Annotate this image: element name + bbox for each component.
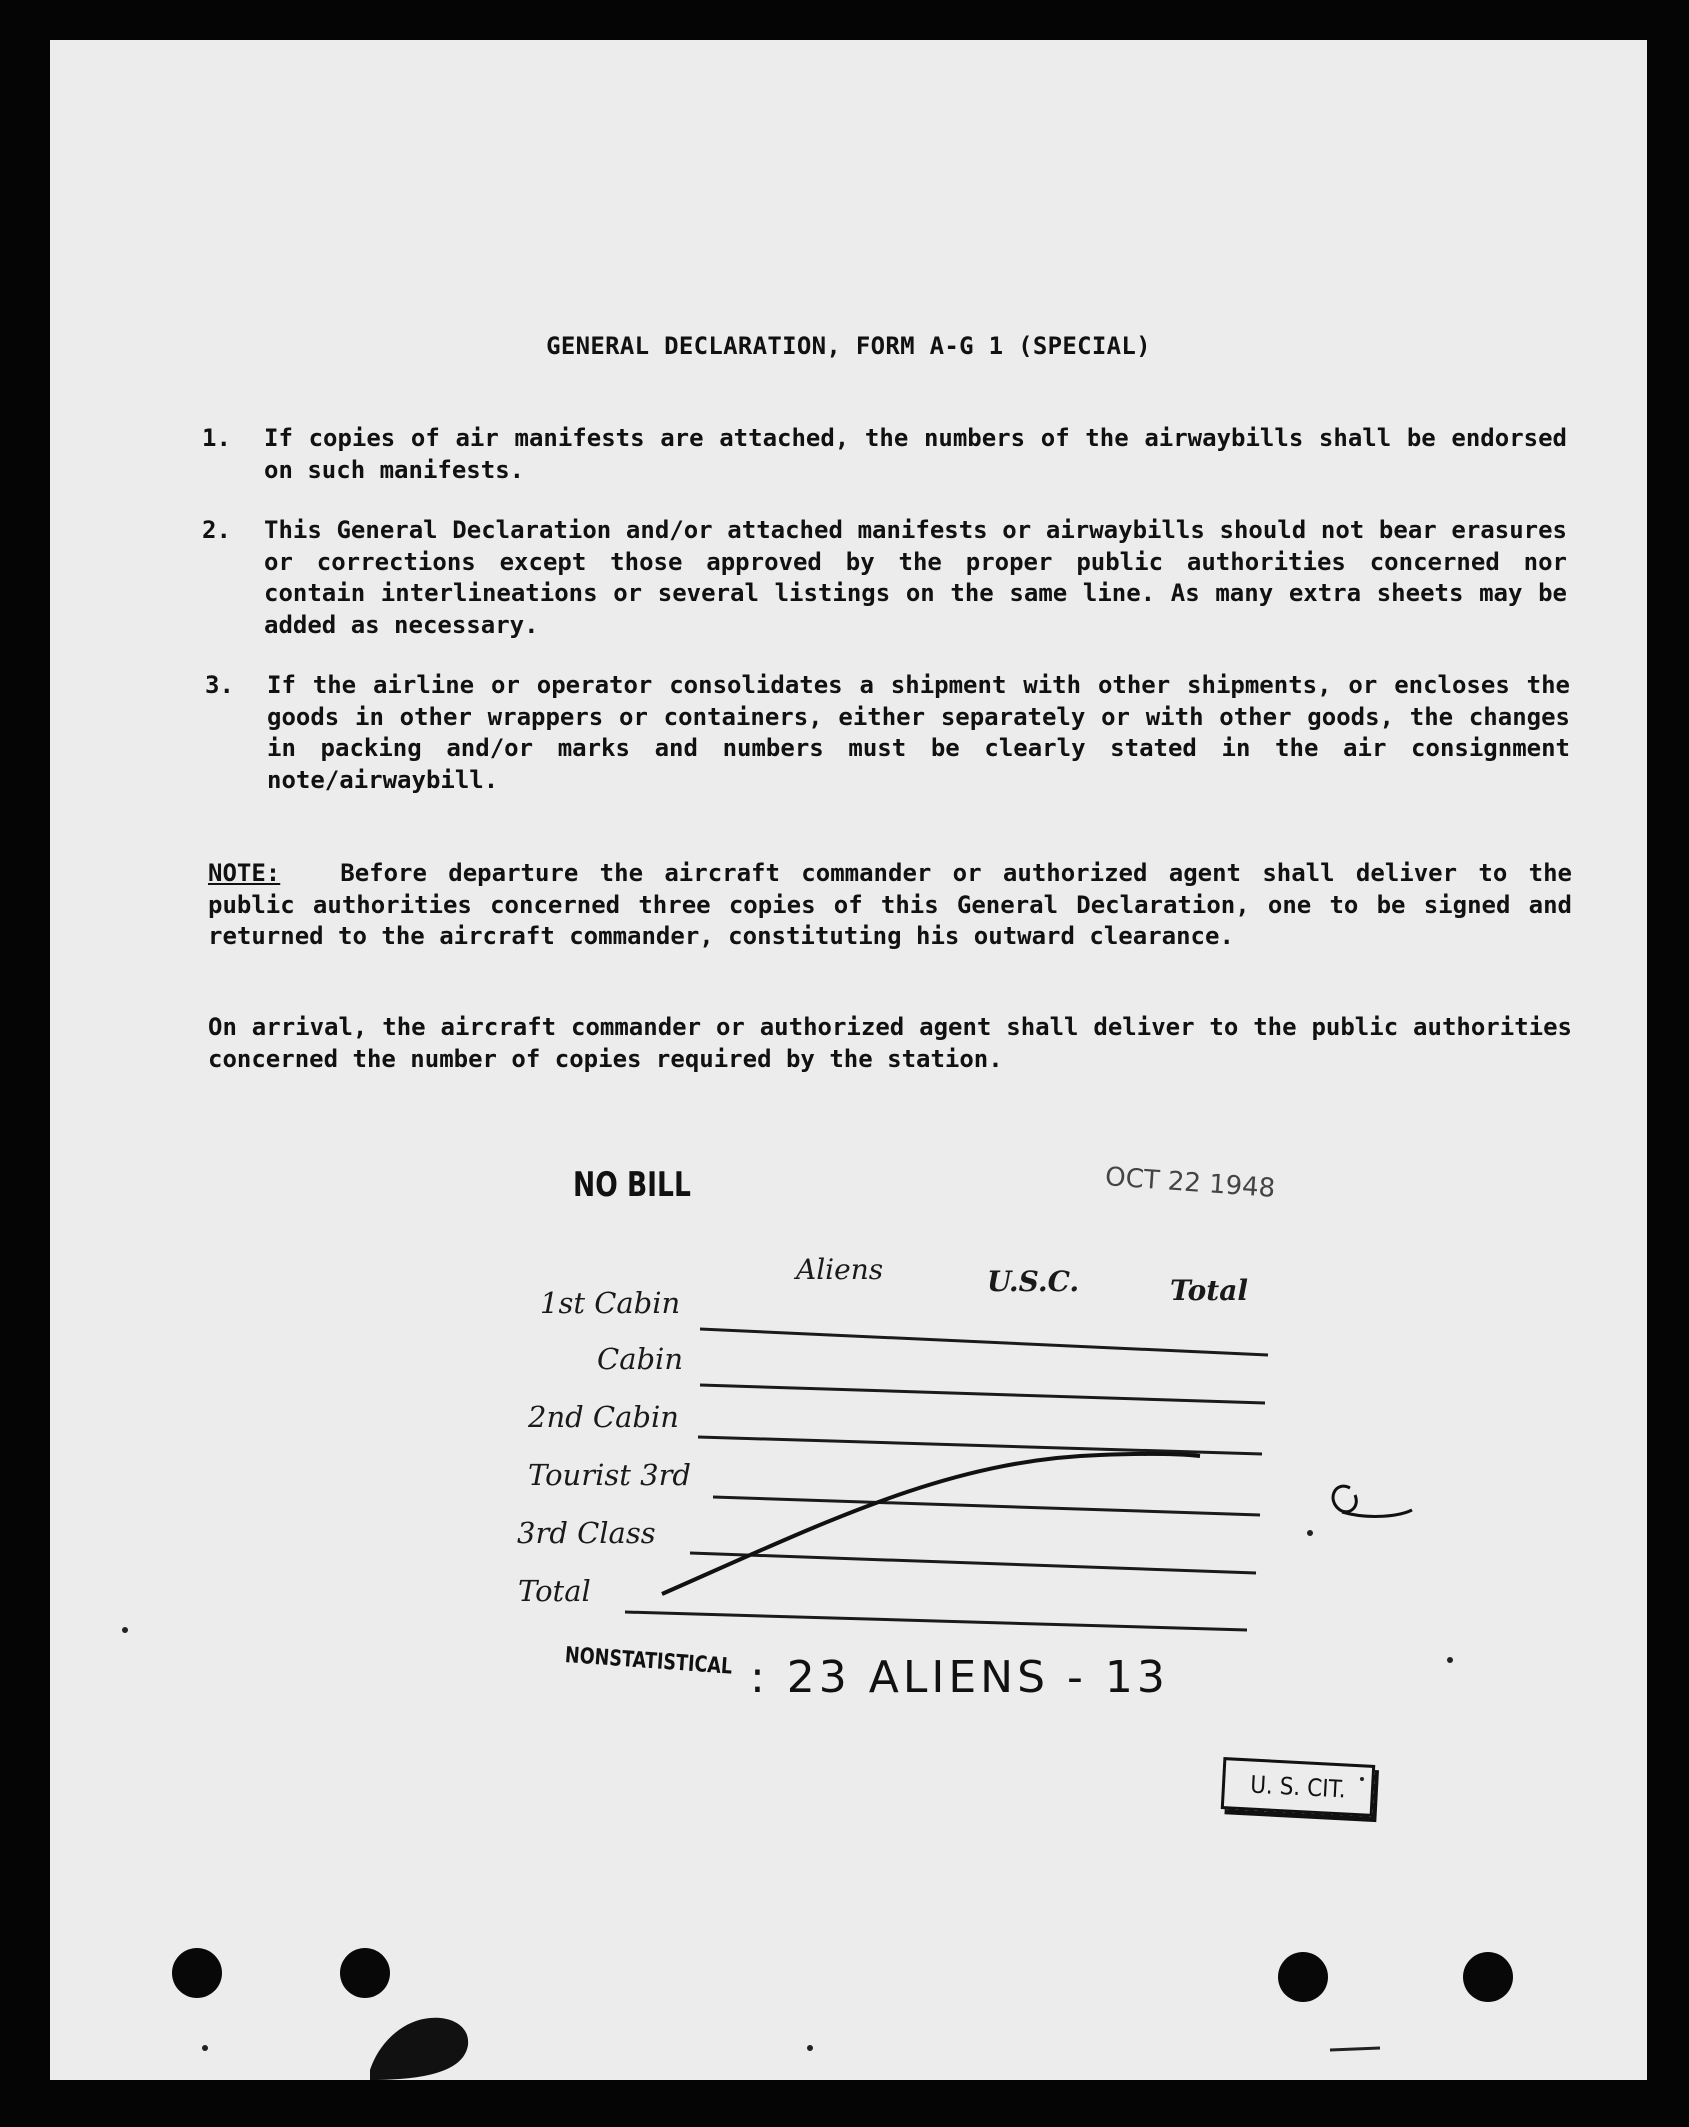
binder-hole xyxy=(172,1948,222,1998)
binder-hole xyxy=(1278,1952,1328,2002)
binder-hole xyxy=(1463,1952,1513,2002)
note-text: Before departure the aircraft commander or authorized agent shall deliver to the public authorities concerned three copies of this General Declaration, one to be signed and returned to the aircraft commander, constituting his outward clearance. xyxy=(208,859,1572,950)
note-label: NOTE: xyxy=(208,859,281,887)
us-cit-stamp: U. S. CIT. xyxy=(1221,1757,1376,1817)
column-aliens: Aliens xyxy=(796,1253,884,1286)
column-usc: U.S.C. xyxy=(987,1265,1080,1298)
document-page xyxy=(50,40,1647,2080)
row-third-class: 3rd Class xyxy=(517,1516,656,1550)
item-text: If copies of air manifests are attached, the numbers of the airwaybills shall be endorsed on such manifests. xyxy=(264,424,1567,484)
arrival-text: On arrival, the aircraft commander or authorized agent shall deliver to the public authorities concerned the number of copies required by the station. xyxy=(208,1013,1572,1073)
nonstatistical-stamp: NONSTATISTICAL xyxy=(564,1643,734,1680)
row-cabin: Cabin xyxy=(597,1342,683,1376)
item-number: 2. xyxy=(202,516,231,544)
handwritten-count: : 23 ALIENS - 13 xyxy=(750,1652,1169,1703)
row-first-cabin: 1st Cabin xyxy=(540,1286,681,1320)
binder-hole xyxy=(340,1948,390,1998)
row-total: Total xyxy=(518,1574,591,1608)
item-number: 3. xyxy=(205,671,234,699)
item-text: If the airline or operator consolidates a shipment with other shipments, or encloses the goods in other wrappers or containers, either separately or with other goods, the changes in packing and/or marks and numbers must be clearly stated in the air consignment note/airwaybill. xyxy=(267,671,1570,794)
row-tourist-third: Tourist 3rd xyxy=(528,1458,691,1492)
item-number: 1. xyxy=(202,424,231,452)
date-stamp: OCT 22 1948 xyxy=(1104,1162,1277,1204)
row-second-cabin: 2nd Cabin xyxy=(528,1400,679,1434)
no-bill-stamp: NO BILL xyxy=(573,1165,691,1205)
form-title: GENERAL DECLARATION, FORM A-G 1 (SPECIAL) xyxy=(546,332,1151,360)
column-total: Total xyxy=(1170,1274,1249,1307)
stamp-lines xyxy=(50,40,1647,2080)
item-text: This General Declaration and/or attached manifests or airwaybills should not bear erasures or corrections except those approved by the proper public authorities concerned nor contain interlineations or several listings on the same line. As many extra sheets may be added as necessary. xyxy=(264,516,1567,639)
